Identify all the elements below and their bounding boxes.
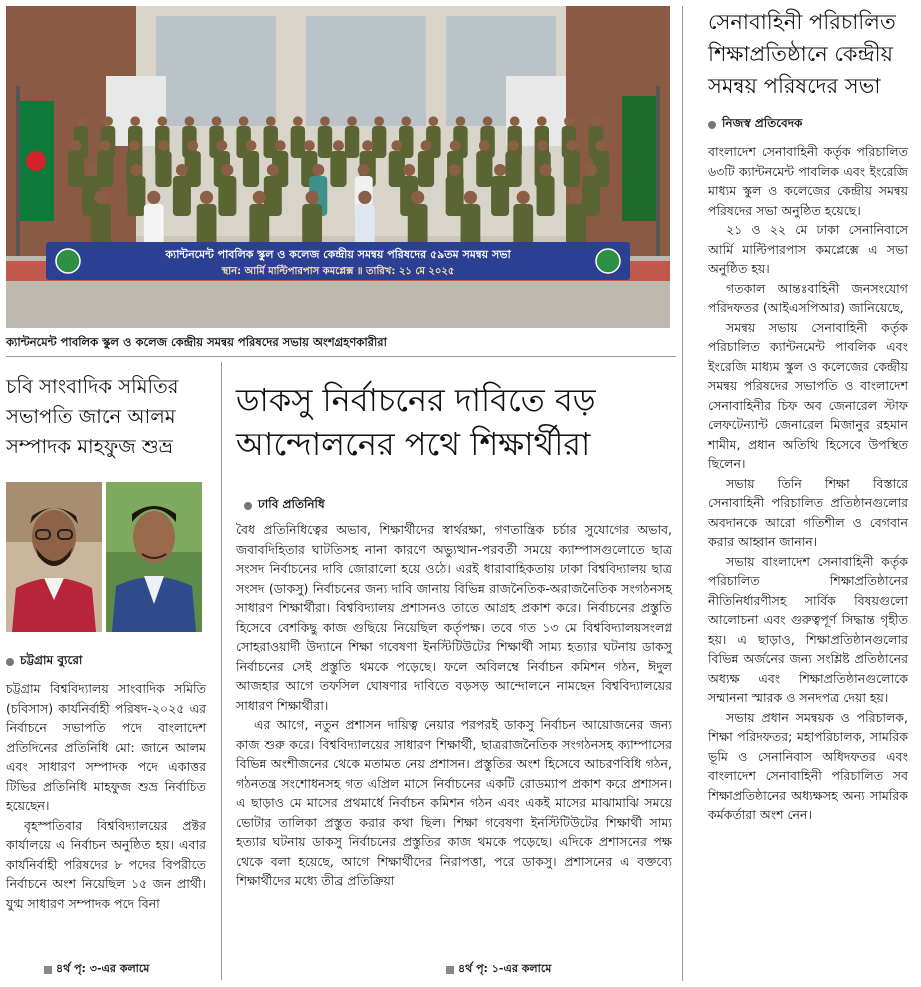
person-head: [158, 116, 168, 126]
right-story-byline: [708, 115, 908, 135]
person-head: [347, 116, 357, 126]
army-flag: [622, 96, 656, 221]
person-head: [239, 116, 249, 126]
person-figure: [318, 126, 332, 158]
person-figure: [476, 151, 492, 187]
person-figure: [173, 176, 191, 216]
paragraph: চট্টগ্রাম বিশ্ববিদ্যালয় সাংবাদিক সমিতি (চবিসাস) কার্যনির্বাহী পরিষদ-২০২৫ এর নির্বাচনে সভাপতি পদে বাংলাদেশ প্রতিদিনের প্রতিনিধি মো: জানে আলম এবং সাধারণ সম্পাদক পদে একাত্তর টিভির প্রতিনিধি মাহফুজ শুভ্র নির্বাচিত হয়েছেন।: [6, 681, 206, 813]
person-figure: [68, 151, 84, 187]
person-head: [216, 140, 227, 151]
person-figure: [408, 204, 428, 248]
person-head: [71, 140, 82, 151]
person-head: [569, 191, 582, 204]
person-head: [564, 116, 574, 126]
person-head: [158, 140, 169, 151]
person-head: [129, 140, 140, 151]
person-figure: [418, 151, 434, 187]
paragraph: সভায় বাংলাদেশ সেনাবাহিনী কর্তৃক পরিচালিত শিক্ষাপ্রতিষ্ঠানের নীতিনির্ধারণীসহ সার্বিক বিষয়গুলো আলোচনা এবং গুরুত্বপূর্ণ সিদ্ধান্ত গৃহীত হয়। এ ছাড়াও, শিক্ষাপ্রতিষ্ঠানগুলোর বিভিন্ন অর্জনের জন্য সংশ্লিষ্ট প্রতিষ্ঠানের অধ্যক্ষ এবং শিক্ষাপ্রতিষ্ঠানগুলোকে সম্মাননা স্মারক ও সনদপত্র দেয়া হয়।: [708, 553, 908, 705]
person-head: [464, 191, 477, 204]
person-figure: [302, 204, 322, 248]
continued-text: ৪র্থ পৃ: ১-এর কলামে: [458, 962, 552, 975]
person-head: [176, 164, 188, 176]
center-story-headline: ডাকসু নির্বাচনের দাবিতে বড় আন্দোলনের পথে শিক্ষার্থীরা: [236, 381, 596, 463]
person-figure: [491, 176, 509, 216]
person-figure: [249, 204, 269, 248]
person-head: [103, 116, 113, 126]
person-head: [304, 140, 315, 151]
center-story-continued: [446, 960, 551, 979]
person-head: [246, 140, 257, 151]
person-head: [479, 140, 490, 151]
person-head: [508, 140, 519, 151]
person-figure: [564, 151, 580, 187]
portrait-image: [106, 482, 202, 632]
person-head: [253, 191, 266, 204]
person-head: [421, 140, 432, 151]
person-head: [429, 116, 439, 126]
person-figure: [566, 204, 586, 248]
person-figure: [155, 151, 171, 187]
person-head: [450, 140, 461, 151]
left-story-byline: [6, 652, 206, 672]
person-head: [537, 116, 547, 126]
person-head: [187, 140, 198, 151]
person-head: [267, 164, 279, 176]
continue-marker-icon: [44, 966, 52, 974]
person-head: [293, 116, 303, 126]
person-head: [411, 191, 424, 204]
person-head: [566, 140, 577, 151]
byline-text: চট্টগ্রাম ব্যুরো: [20, 653, 83, 667]
byline-text: ঢাবি প্রতিনিধি: [258, 497, 325, 511]
person-head: [212, 116, 222, 126]
bullet-icon: [244, 502, 252, 510]
person-head: [449, 164, 461, 176]
portrait-mahfuz-shuvro: [106, 482, 202, 632]
column-divider: [221, 362, 222, 980]
center-story-body: [236, 520, 672, 891]
person-head: [147, 191, 160, 204]
person-head: [306, 191, 319, 204]
person-head: [585, 164, 597, 176]
person-figure: [243, 151, 259, 187]
person-figure: [537, 176, 555, 216]
person-head: [333, 140, 344, 151]
paragraph: সভায় প্রধান সমন্বয়ক ও পরিচালক, শিক্ষা পরিদফতর; মহাপরিচালক, সামরিক ভূমি ও সেনানিবাস অধিদফতর এবং বাংলাদেশ সেনাবাহিনী পরিচালিত সব শিক্ষাপ্রতিষ্ঠানের অধ্যক্ষসহ অন্য সামরিক কর্মকর্তারা অংশ নেন।: [708, 709, 908, 822]
person-head: [320, 116, 330, 126]
person-figure: [91, 204, 111, 248]
person-head: [483, 116, 493, 126]
person-head: [362, 140, 373, 151]
photo-caption: ক্যান্টনমেন্ট পাবলিক স্কুল ও কলেজ কেন্দ্রীয় সমন্বয় পরিষদের সভায় অংশগ্রহণকারীরা: [6, 335, 387, 349]
portrait-image: [6, 482, 102, 632]
bullet-icon: [6, 658, 14, 666]
person-head: [130, 164, 142, 176]
portrait-jane-alam: [6, 482, 102, 632]
person-head: [130, 116, 140, 126]
person-head: [200, 191, 213, 204]
person-figure: [218, 176, 236, 216]
person-head: [456, 116, 466, 126]
person-figure: [513, 204, 533, 248]
person-head: [494, 164, 506, 176]
person-head: [85, 164, 97, 176]
person-head: [100, 140, 111, 151]
person-head: [401, 116, 411, 126]
person-figure: [345, 126, 359, 158]
section-divider: [6, 356, 676, 357]
person-head: [517, 191, 530, 204]
left-story-continued: [44, 960, 149, 979]
paragraph: বৃহস্পতিবার বিশ্ববিদ্যালয়ের প্রক্টর কার্যালয়ে এ নির্বাচন অনুষ্ঠিত হয়। এবার কার্যনির্বাহী পরিষদের ৮ পদের বিপরীতে নির্বাচনে অংশ নিয়েছিল ১৫ জন প্রার্থী। যুগ্ম সাধারণ সম্পাদক পদে বিনা: [6, 817, 206, 911]
person-head: [358, 164, 370, 176]
center-story-byline: [244, 496, 544, 516]
paragraph: গতকাল আন্তঃবাহিনী জনসংযোগ পরিদফতর (আইএসপিআর) জানিয়েছে,: [708, 280, 908, 315]
paragraph: ২১ ও ২২ মে ঢাকা সেনানিবাসে আর্মি মাল্টিপারপাস কমপ্লেক্সে এ সভা অনুষ্ঠিত হয়।: [708, 222, 908, 276]
right-story-headline: সেনাবাহিনী পরিচালিত শিক্ষাপ্রতিষ্ঠানে কেন্দ্রীয় সমন্বয় পরিষদের সভা: [708, 10, 896, 98]
paragraph: এর আগে, নতুন প্রশাসন দায়িত্ব নেয়ার পরপরই ডাকসু নির্বাচন আয়োজনের জন্য কাজ শুরু করে। বিশ্ববিদ্যালয়ের সাধারণ শিক্ষার্থী, ছাত্ররাজনৈতিক সংগঠনসহ ক্যাম্পাসের বিভিন্ন অংশীজনের থেকে মতামত নেয় প্রশাসন। প্রস্তুতির অংশ হিসেবে আচরণবিধি গঠন, গঠনতন্ত্র সংশোধনসহ গত এপ্রিল মাসে নির্বাচনের একটি রোডম্যাপ প্রকাশ করে প্রশাসন। এ ছাড়াও মে মাসের প্রথমার্ধে নির্বাচন কমিশন গঠন এবং একই মাসের মাঝামাঝি সময়ে ভোটার তালিকা প্রস্তুত করার কথা ছিল। শিক্ষা গবেষণা ইনস্টিটিউটের শিক্ষার্থী সাম্য হত্যার ঘটনায় ডাকসু নির্বাচনের প্রস্তুতির কাজ থমকে পড়েছে। এদিকে প্রশাসনের পক্ষ থেকে বলা হয়েছে, আগে শিক্ষার্থীদের নিরাপত্তা, পরে ডাকসু। প্রশাসনের এ বক্তব্যে শিক্ষার্থীদের মধ্যে তীব্র প্রতিক্রিয়া: [236, 717, 672, 888]
person-head: [185, 116, 195, 126]
person-figure: [144, 204, 164, 248]
person-head: [221, 164, 233, 176]
paragraph: বাংলাদেশ সেনাবাহিনী কর্তৃক পরিচালিত ৬৩টি ক্যান্টনমেন্ট পাবলিক এবং ইংরেজি মাধ্যম স্কুল ও কলেজের কেন্দ্রীয় সমন্বয় পরিষদের সভা অনুষ্ঠিত হয়েছে।: [708, 144, 908, 218]
group-photo-illustration: [6, 6, 670, 328]
banner-title: ক্যান্টনমেন্ট পাবলিক স্কুল ও কলেজ কেন্দ্রীয় সমন্বয় পরিষদের ৫৯তম সমন্বয় সভা: [165, 248, 511, 261]
right-story-body: [708, 142, 908, 825]
person-head: [76, 116, 86, 126]
left-story-body: [6, 679, 206, 913]
person-figure: [127, 176, 145, 216]
person-head: [275, 140, 286, 151]
paragraph: সমন্বয় সভায় সেনাবাহিনী কর্তৃক পরিচালিত ক্যান্টনমেন্ট পাবলিক এবং ইংরেজি মাধ্যম স্কুল ও কলেজের কেন্দ্রীয় সমন্বয় পরিষদের সভাপতি ও বাংলাদেশ সেনাবাহিনীর চিফ অব জেনারেল স্টাফ লেফটেন্যান্ট জেনারেল মিজানুর রহমান শামীম, প্রধান অতিথি হিসেবে উপস্থিত ছিলেন।: [708, 319, 908, 471]
person-head: [358, 191, 371, 204]
person-figure: [197, 204, 217, 248]
person-figure: [355, 204, 375, 248]
continued-text: ৪র্থ পৃ: ৩-এর কলামে: [56, 962, 150, 975]
person-head: [540, 164, 552, 176]
person-figure: [330, 151, 346, 187]
banner-subtitle: স্থান: আর্মি মাল্টিপারপাস কমপ্লেক্স ॥ তারিখ: ২১ মে ২০২৫: [221, 266, 455, 277]
left-story-headline: চবি সাংবাদিক সমিতির সভাপতি জানে আলম সম্পাদক মাহফুজ শুভ্র: [6, 375, 179, 458]
person-head: [374, 116, 384, 126]
person-head: [403, 164, 415, 176]
person-head: [510, 116, 520, 126]
person-head: [596, 140, 607, 151]
paragraph: বৈধ প্রতিনিধিত্বের অভাব, শিক্ষার্থীদের স্বার্থরক্ষা, গণতান্ত্রিক চর্চার সুযোগের অভাব, জবাবদিহিতার ঘাটতিসহ নানা কারণে অভ্যুত্থান-পরবর্তী সময়ে ক্যাম্পাসগুলোতে ছাত্র সংসদ নির্বাচনের দাবি জোরালো হয়ে ওঠে। এরই ধারাবাহিকতায় ঢাকা বিশ্ববিদ্যালয় ছাত্র সংসদ (ডাকসু) নির্বাচনের জন্য দাবি জানায় বিভিন্ন রাজনৈতিক-অরাজনৈতিক সংগঠনসহ সাধারণ শিক্ষার্থীরা। বিশ্ববিদ্যালয় প্রশাসনও তাতে আগ্রহ প্রকাশ করে। নির্বাচনের প্রস্তুতি হিসেবে বেশকিছু কাজ গুছিয়ে নিয়েছিল কর্তৃপক্ষ। তবে গত ১৩ মে বিশ্ববিদ্যালয়সংলগ্ন সোহরাওয়ার্দী উদ্যানে শিক্ষা গবেষণা ইনস্টিটিউটের শিক্ষার্থী সাম্য হত্যার ঘটনায় ডাকসু নির্বাচনের সেই প্রস্তুতি থমকে পড়েছে। ফলে অবিলম্বে নির্বাচন কমিশন গঠন, ঈদুল আজহার আগে তফসিল ঘোষণার দাবিতে বড়সড় আন্দোলনে নামছেন বিশ্ববিদ্যালয়ের সাধারণ শিক্ষার্থীরা।: [236, 522, 672, 713]
person-head: [391, 140, 402, 151]
paragraph: সভায় তিনি শিক্ষা বিস্তারে সেনাবাহিনী পরিচালিত প্রতিষ্ঠানগুলোর অবদানকে আরো গতিশীল ও বেগবান করার আহ্বান জানান।: [708, 475, 908, 549]
person-head: [591, 116, 601, 126]
column-divider: [682, 6, 683, 981]
byline-text: নিজস্ব প্রতিবেদক: [722, 116, 803, 130]
continue-marker-icon: [446, 966, 454, 974]
bullet-icon: [708, 121, 716, 129]
person-figure: [461, 204, 481, 248]
person-head: [312, 164, 324, 176]
person-head: [94, 191, 107, 204]
person-head: [537, 140, 548, 151]
group-photo: [6, 6, 670, 328]
person-head: [266, 116, 276, 126]
